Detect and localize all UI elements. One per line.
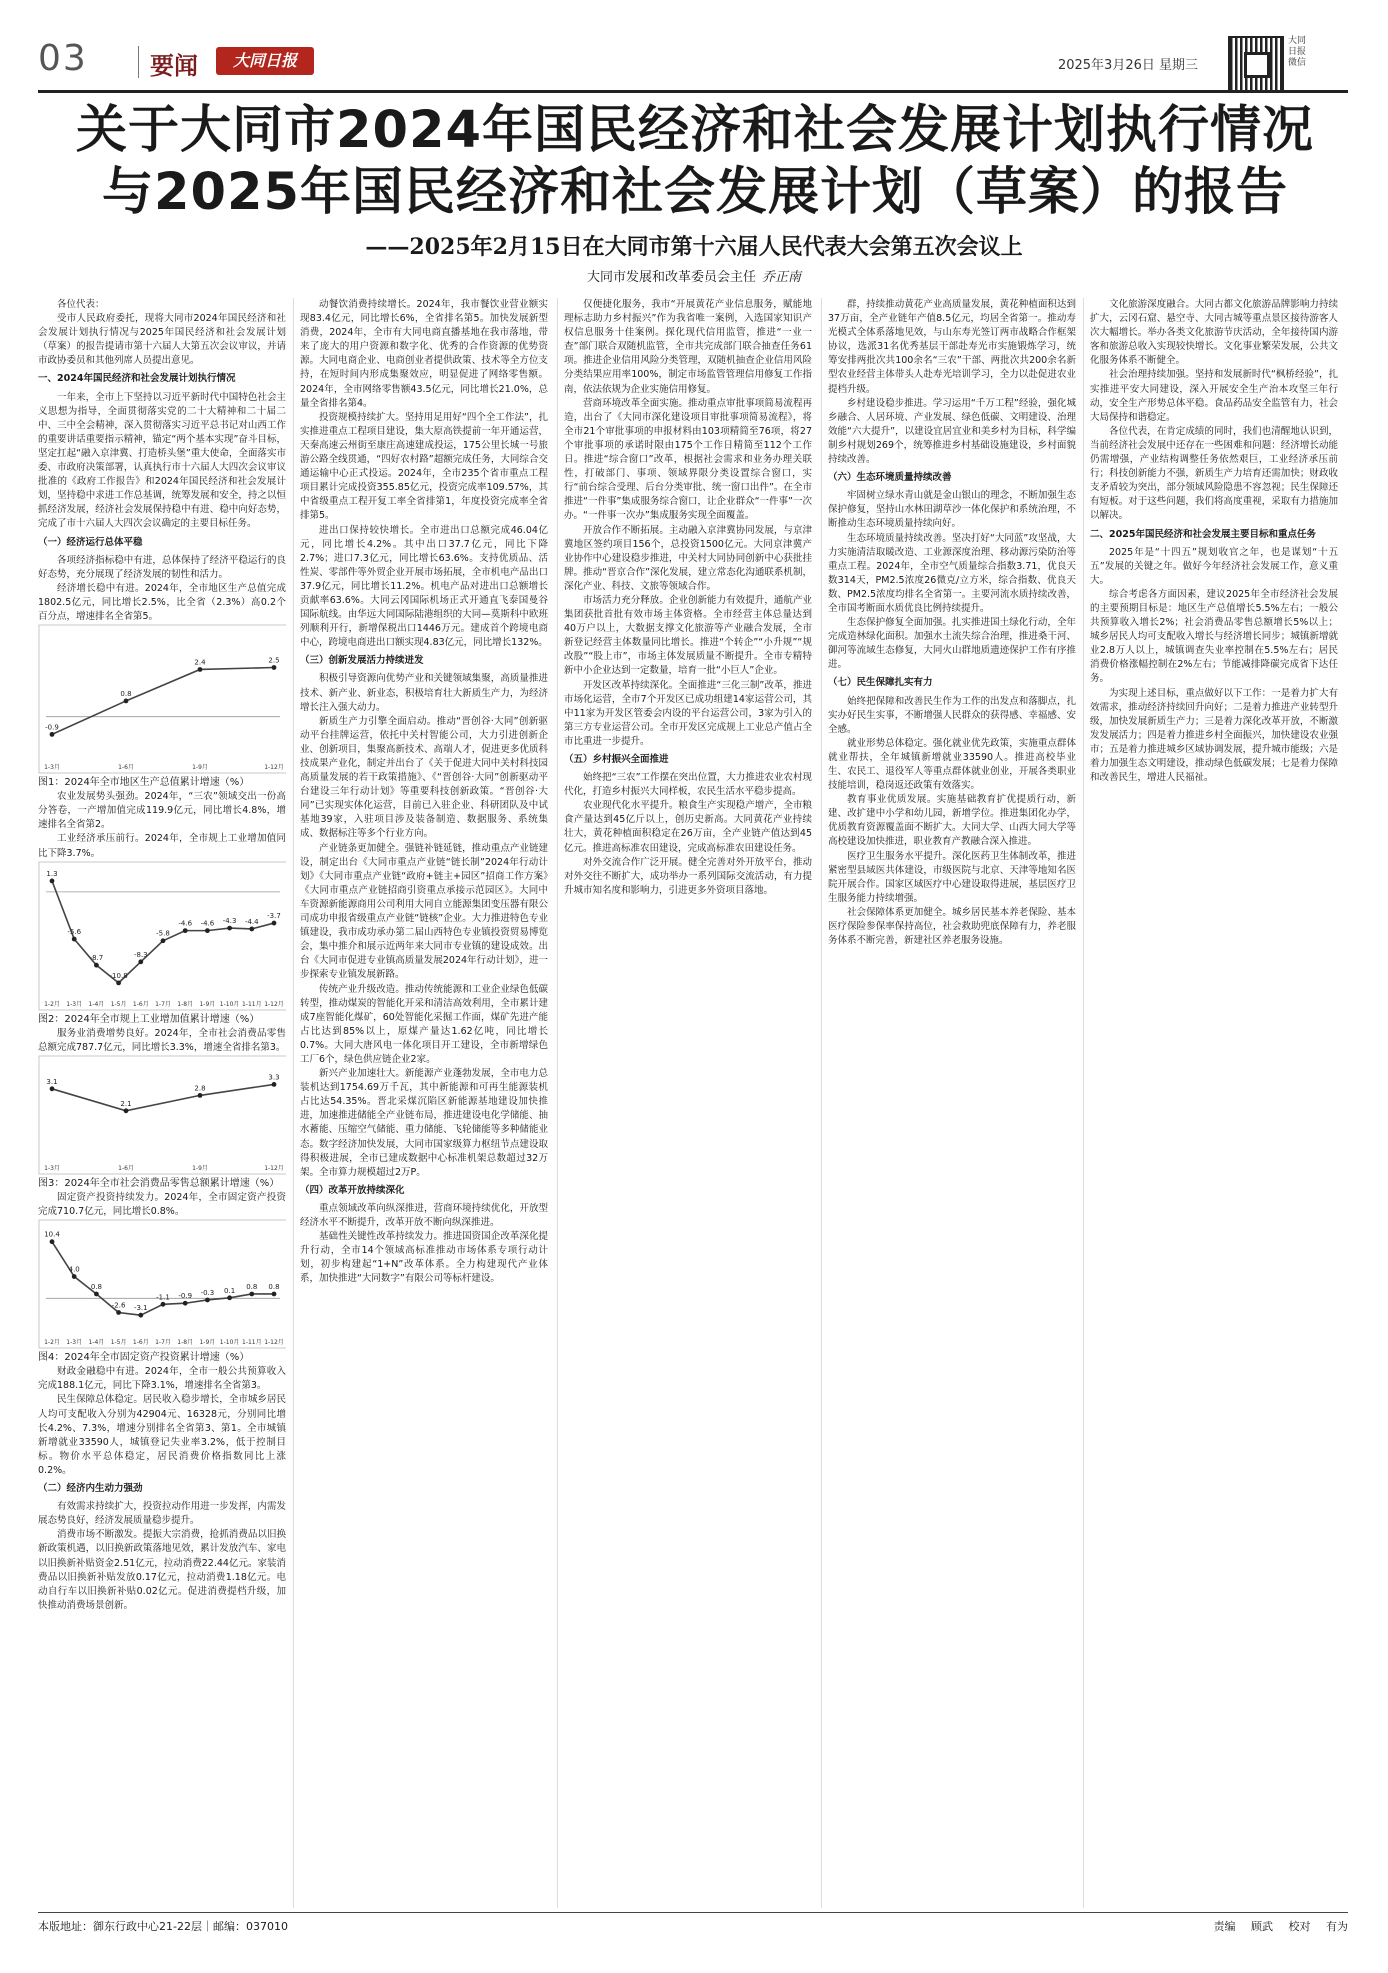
x-tick-label: 1-6月 <box>118 1164 134 1172</box>
x-tick-label: 1-4月 <box>88 1000 105 1008</box>
data-label: -2.6 <box>111 1301 126 1310</box>
data-label: 0.8 <box>268 1283 280 1292</box>
chart-caption: 图4：2024年全市固定资产投资累计增速（%） <box>38 1352 250 1364</box>
x-tick-label: 1-6月 <box>118 764 134 772</box>
data-point <box>249 926 254 931</box>
byline-name: 乔正南 <box>762 270 802 285</box>
data-point <box>249 1292 254 1297</box>
data-point <box>94 962 99 967</box>
section-heading: 二、2025年国民经济和社会发展主要目标和重点任务 <box>1090 528 1316 540</box>
x-tick-label: 1-11月 <box>241 1000 262 1008</box>
paragraph: 牢固树立绿水青山就是金山银山的理念，不断加强生态保护修复，坚持山水林田湖草沙一体化保护和系统治理，不断推动生态环境质量持续向好。 <box>828 490 1076 530</box>
data-point <box>138 1313 143 1318</box>
chart-caption: 图3：2024年全市社会消费品零售总额累计增速（%） <box>38 1177 280 1189</box>
data-label: -4.6 <box>200 919 215 928</box>
subtitle: ——2025年2月15日在大同市第十六届人民代表大会第五次会议上 <box>365 234 1023 260</box>
article-column-2 <box>300 298 548 1908</box>
data-point <box>50 1239 55 1244</box>
data-label: 0.8 <box>120 689 132 698</box>
qr-code-label: 大同日报微信 <box>1288 36 1307 68</box>
chart-retail-growth <box>38 1055 286 1191</box>
data-label: -8.7 <box>89 953 104 962</box>
data-label: 0.8 <box>90 1283 102 1292</box>
data-point <box>272 1082 277 1087</box>
paragraph: 教育事业优质发展。实施基础教育扩优提质行动，新建、改扩建中小学和幼儿园，新增学位。推进集团化办学，优质教育资源覆盖面不断扩大。大同大学、山西大同大学等高校建设加快推进，职业教育产教融合深入推进。 <box>828 794 1076 848</box>
x-tick-label: 1-3月 <box>66 1000 83 1008</box>
paragraph: 传统产业升级改造。推动传统能源和工业企业绿色低碳转型，推动煤炭的智能化开采和清洁高效利用，全市累计建成7座智能化煤矿，60处智能化采掘工作面，煤矿先进产能占比达到85%以上，原煤产量达1.62亿吨，同比增长0.7%。大同大唐风电一体化项目开工建设，全市新增绿色工厂6个，绿色供应链企业2家。 <box>300 983 548 1065</box>
paragraph: 生态环境质量持续改善。坚决打好“大同蓝”攻坚战，大力实施清洁取暖改造、工业源深度治理、移动源污染防治等重点工程。2024年，全市空气质量综合指数3.71，优良天数314天，PM2.5浓度26微克/立方米，综合指数、优良天数、PM2.5浓度均排名全省第一。主要河流水质持续改善，全市国考断面水质优良比例持续提升。 <box>828 532 1076 614</box>
paragraph: 受市人民政府委托，现将大同市2024年国民经济和社会发展计划执行情况与2025年国民经济和社会发展计划（草案）的报告提请市第十六届人大第五次会议审议，并请市政协委员和其他列席人员提出意见。 <box>38 313 286 367</box>
paragraph: 市场活力充分释放。企业创新能力有效提升，通航产业集团获批首批有效市场主体资格。全市经营主体总量达到40万户以上，大数据支撑文化旅游等产业融合发展，全市新登记经营主体数量同比增长。推进“个转企”“小升规”“规改股”“股上市”，市场主体发展质量不断提升。全市专精特新中小企业达到一定数量，培育一批“小巨人”企业。 <box>564 594 812 677</box>
paragraph: 乡村建设稳步推进。学习运用“千万工程”经验，强化城乡融合、人居环境、产业发展、绿色低碳、文明建设、治理效能“六大提升”，以建设宜居宜业和美乡村为目标，科学编制乡村规划269个，统筹推进乡村基础设施建设，乡村面貌持续改善。 <box>828 397 1076 466</box>
headline-line-2: 与2025年国民经济和社会发展计划（草案）的报告 <box>102 163 1288 222</box>
data-label: 0.8 <box>246 1283 258 1292</box>
paragraph: 消费市场不断激发。提振大宗消费，抢抓消费品以旧换新政策机遇，以旧换新政策落地见效，累计发放汽车、家电以旧换新补贴资金2.51亿元，拉动消费22.44亿元。家装消费品以旧换新补贴发放0.17亿元，拉动消费1.18亿元。电动自行车以旧换新补贴0.02亿元。促进消费提档升级，加快推动消费场景创新。 <box>38 1529 286 1611</box>
x-tick-label: 1-5月 <box>110 1000 127 1008</box>
x-tick-label: 1-6月 <box>132 1339 149 1347</box>
proof-name: 有为 <box>1326 1920 1348 1933</box>
paragraph: 进出口保持较快增长。全市进出口总额完成46.04亿元，同比增长4.2%。其中出口37.7亿元，同比下降2.7%；进口7.3亿元，同比增长63.6%。支持优质品、活性炭、零部件等外贸企业开展市场拓展，全市机电产品出口37.9亿元，同比增长11.2%。机电产品对进出口总额增长贡献率63.6%。大同云冈国际机场正式开通直飞泰国曼谷国际航线。由华远大同国际陆港组织的大同—莫斯科中欧班列顺利开行，新增保税出口1446万元。建成首个跨境电商中心，跨境电商进出口额实现4.83亿元，同比增长132%。 <box>300 524 548 649</box>
section-heading: （五）乡村振兴全面推进 <box>564 754 669 765</box>
chart-industrial-growth <box>38 861 286 1027</box>
paragraph: 农业现代化水平提升。粮食生产实现稳产增产，全市粮食产量达到45亿斤以上，创历史新高。大同黄花产业持续壮大，黄花种植面积稳定在26万亩，全产业链产值达到45亿元。推进高标准农田建设，完成高标准农田建设任务。 <box>564 800 812 854</box>
newspaper-logo: 大同日报 <box>216 47 314 75</box>
data-point <box>161 1302 166 1307</box>
proof-label: 校对 <box>1288 1920 1311 1933</box>
data-label: 2.4 <box>194 658 206 667</box>
data-point <box>72 936 77 941</box>
data-point <box>138 959 143 964</box>
data-label: -3.7 <box>267 911 281 920</box>
data-label: 10.4 <box>44 1230 60 1239</box>
chart-caption: 图1：2024年全市地区生产总值累计增速（%） <box>38 777 250 789</box>
data-point <box>272 920 277 925</box>
editor-name: 顾武 <box>1251 1920 1273 1933</box>
data-label: 2.1 <box>120 1099 132 1108</box>
data-point <box>124 699 129 704</box>
data-point <box>205 928 210 933</box>
data-label: -5.6 <box>67 927 82 936</box>
data-point <box>183 1301 188 1306</box>
editor-label: 责编 <box>1213 1920 1236 1933</box>
x-tick-label: 1-4月 <box>88 1339 105 1347</box>
column-divider <box>557 298 558 1908</box>
data-label: -3.1 <box>133 1304 148 1313</box>
x-tick-label: 1-8月 <box>177 1339 194 1347</box>
data-label: -4.4 <box>244 917 259 926</box>
x-tick-label: 1-12月 <box>264 1000 284 1008</box>
data-point <box>72 1274 77 1279</box>
data-label: -10.8 <box>109 971 128 980</box>
data-label: -4.3 <box>222 916 237 925</box>
paragraph: 农业发展势头强劲。2024年，“三农”领域交出一份高分答卷，一产增加值完成119.9亿元，同比增长4.8%，增速排名全省第2。 <box>38 791 286 831</box>
data-point <box>161 938 166 943</box>
data-point <box>124 1108 129 1113</box>
data-label: -5.8 <box>156 929 170 938</box>
paragraph: 社会治理持续加强。坚持和发展新时代“枫桥经验”，扎实推进平安大同建设，深入开展安全生产治本攻坚三年行动，安全生产形势总体平稳。食品药品安全监管有力，社会大局保持和谐稳定。 <box>1090 369 1338 423</box>
masthead-rule <box>38 90 1348 93</box>
x-tick-label: 1-3月 <box>44 764 60 772</box>
series-line <box>52 1084 274 1110</box>
data-label: -0.9 <box>178 1292 193 1301</box>
paragraph: 民生保障总体稳定。居民收入稳步增长，全市城乡居民人均可支配收入分别为42904元、16328元，分别同比增长4.2%、7.3%，增速分别排名全省第3、第1。全市城镇新增就业33590人，城镇登记失业率3.2%，低于控制目标。物价水平总体稳定，居民消费价格指数同比上涨0.2%。 <box>38 1394 286 1476</box>
paragraph: 开发区改革持续深化。全面推进“三化三制”改革，推进市场化运营，全市7个开发区已成功组建14家运营公司，其中11家为开发区管委会内设的平台运营公司，3家为引入的第三方专业运营公司。全市开发区完成规上工业总产值占全市比重进一步提升。 <box>564 679 812 747</box>
data-point <box>50 732 55 737</box>
data-label: -1.1 <box>156 1293 170 1302</box>
paragraph: 文化旅游深度融合。大同古都文化旅游品牌影响力持续扩大，云冈石窟、悬空寺、大同古城等重点景区接待游客人次大幅增长。举办各类文化旅游节庆活动，全年接待国内游客和旅游总收入实现较快增长。文化事业繁荣发展，公共文化服务体系不断健全。 <box>1090 299 1338 367</box>
data-point <box>116 980 121 985</box>
chart-frame <box>39 625 286 773</box>
paragraph: 一年来，全市上下坚持以习近平新时代中国特色社会主义思想为指导，全面贯彻落实党的二十大精神和二十届二中、三中全会精神，深入贯彻落实习近平总书记对山西工作的重要讲话重要指示精神，锚定“两个基本实现”奋斗目标，坚定扛起“融入京津冀、打造桥头堡”重大使命，全面落实市委、市政府决策部署，认真执行市十六届人大四次会议审议批准的《政府工作报告》和2024年国民经济和社会发展计划，坚持稳中求进工作总基调，统筹发展和安全，持之以恒抓经济发展，经济社会发展保持稳中有进、稳中向好态势，完成了市十六届人大四次会议确定的主要目标任务。 <box>38 391 286 530</box>
x-tick-label: 1-9月 <box>192 1164 208 1172</box>
footer-address: 本版地址：御东行政中心21-22层｜邮编：037010 <box>38 1920 288 1933</box>
chart-investment-growth <box>38 1219 286 1365</box>
x-tick-label: 1-9月 <box>199 1339 216 1347</box>
section-heading: （一）经济运行总体平稳 <box>38 536 143 548</box>
paragraph: 群，持续推动黄花产业高质量发展，黄花种植面积达到37万亩，全产业链年产值8.5亿元，均居全省第一。推动寿光模式全体系落地见效，与山东寿光签订两市战略合作框架协议，选派31名优秀基层干部赴寿光市实施锻炼学习，统筹安排两批次共100余名“三农”干部、两批次共200余名新型农业经营主体带头人赴寿光培训学习，全力以赴促进农业提档升级。 <box>828 299 1076 395</box>
paragraph: 新兴产业加速壮大。新能源产业蓬勃发展，全市电力总装机达到1754.69万千瓦，其中新能源和可再生能源装机占比达54.35%。晋北采煤沉陷区新能源基地建设加快推进，加速推进储能全产业链布局，推进建设电化学储能、抽水蓄能、压缩空气储能、重力储能、飞轮储能等多种储能业态。数字经济加快发展，大同市国家级算力枢纽节点建设取得积极进展，全市已建成数据中心标准机架总数超过32万架。全市算力规模超过2万P。 <box>300 1068 548 1178</box>
data-label: 2.8 <box>194 1084 206 1093</box>
article-column-5 <box>1090 298 1338 1908</box>
section-heading: （四）改革开放持续深化 <box>300 1184 405 1196</box>
section-heading: （七）民生保障扎实有力 <box>828 677 933 689</box>
data-point <box>116 1310 121 1315</box>
headline-line-1: 关于大同市2024年国民经济和社会发展计划执行情况 <box>76 101 1314 160</box>
x-tick-label: 1-12月 <box>264 1339 284 1347</box>
paragraph: 社会保障体系更加健全。城乡居民基本养老保险、基本医疗保险参保率保持高位，社会救助兜底保障有力，养老服务体系不断完善，新建社区养老服务设施。 <box>828 906 1076 947</box>
paragraph: 各位代表： <box>57 299 105 310</box>
paragraph: 对外交流合作广泛开展。健全完善对外开放平台，推动对外交往不断扩大，成功举办一系列国际交流活动，有力提升城市知名度和影响力，引进更多外资项目落地。 <box>564 856 812 896</box>
series-line <box>52 668 274 735</box>
paragraph: 各位代表，在肯定成绩的同时，我们也清醒地认识到，当前经济社会发展中还存在一些困难和问题：经济增长动能仍需增强，产业结构调整任务依然艰巨，工业经济承压前行；科技创新能力不强，新质生产力培育还需加快；财政收支矛盾较为突出，部分领域风险隐患不容忽视；民生保障还有短板。对于这些问题，我们将高度重视，采取有力措施加以解决。 <box>1090 425 1338 522</box>
article-column-3 <box>564 298 812 1908</box>
x-tick-label: 1-7月 <box>155 1000 171 1008</box>
x-tick-label: 1-2月 <box>44 1000 60 1008</box>
paragraph: 产业链条更加健全。强链补链延链，推动重点产业链建设，制定出台《大同市重点产业链“链长制”2024年行动计划》《大同市重点产业链“政府+链主+园区”招商工作方案》《大同市重点产业链招商引资重点承接示范园区》。大同中车资源新能源商用公司利用大同自立能源集团变压器有限公司成功申报省级重点产业链“链核”企业。大力推进特色专业镇建设，我市成功承办第二届山西特色专业镇投资贸易博览会，集中推介和展示近两年来大同市专业镇的建设成效。出台《大同市促进专业镇高质量发展2024年行动计划》，进一步探索专业镇发展新路。 <box>300 842 548 981</box>
paragraph: 财政金融稳中有进。2024年，全市一般公共预算收入完成188.1亿元，同比下降3.1%，增速排名全省第3。 <box>38 1366 286 1392</box>
data-label: -0.3 <box>200 1289 215 1298</box>
x-tick-label: 1-5月 <box>110 1339 127 1347</box>
x-tick-label: 1-9月 <box>192 764 208 772</box>
page-number: 03 <box>38 38 88 79</box>
paragraph: 服务业消费增势良好。2024年，全市社会消费品零售总额完成787.7亿元，同比增长3.3%，增速全省排名第3。 <box>38 1027 286 1053</box>
paragraph: 仅便捷化服务，我市“开展黄花产业信息服务，赋能地理标志助力乡村振兴”作为我省唯一案例，入选国家知识产权信息服务十佳案例。探化现代信用监管，推进“一业一查”部门联合双随机监管，全市共完成部门联合抽查任务61项。推进企业信用风险分类管理，双随机抽查企业信用风险分类结果应用率100%，制定市场监管管理信用修复工作指南，依法依规为企业实施信用修复。 <box>564 299 812 395</box>
x-tick-label: 1-10月 <box>219 1339 240 1347</box>
data-label: 1.3 <box>46 869 58 878</box>
article-column-4 <box>828 298 1076 1908</box>
masthead <box>38 36 1348 94</box>
data-label: 0.1 <box>224 1286 236 1295</box>
paragraph: 开放合作不断拓展。主动融入京津冀协同发展，与京津冀地区签约项目156个，总投资1500亿元。大同京津冀产业协作中心建设稳步推进，中关村大同协同创新中心获批挂牌。推动“晋京合作”深化发展，建立常态化沟通联系机制，深化产业、科技、文旅等领域合作。 <box>564 524 812 592</box>
byline <box>0 266 1388 285</box>
section-heading: （三）创新发展活力持续迸发 <box>300 655 424 667</box>
section-heading: 一、2024年国民经济和社会发展计划执行情况 <box>38 373 236 385</box>
paragraph: 始终把“三农”工作摆在突出位置，大力推进农业农村现代化，打造乡村振兴大同样板，农民生活水平稳步提高。 <box>564 772 812 798</box>
paragraph: 新质生产力引擎全面启动。推动“晋创谷·大同”创新驱动平台挂牌运营，依托中关村智能公司，大力引进创新企业、创新项目，集聚高新技术、高端人才，促进更多优质科技成果产业化，制定并出台了《关于促进大同中关村科技园高质量发展的若干政策措施》、《“晋创谷·大同”创新驱动平台建设三年行动计划》等重要科技创新政策。“晋创谷·大同”已实现实体化运营，目前已入驻企业、科研团队及中试基地39家，入驻项目涉及装备制造、数据服务、系统集成、数据标注等多个行业方向。 <box>300 715 548 840</box>
data-point <box>50 1086 55 1091</box>
x-tick-label: 1-7月 <box>155 1339 171 1347</box>
paragraph: 为实现上述目标，重点做好以下工作：一是着力扩大有效需求，推动经济持续回升向好；二是着力推进产业转型升级，加快发展新质生产力；三是着力深化改革开放，不断激发发展活力；四是着力推进乡村全面振兴，加快建设农业强市；五是着力推进城乡区域协调发展，提升城市能级；六是着力加强生态文明建设，推动绿色低碳发展；七是着力保障和改善民生，增进人民福祉。 <box>1090 687 1338 784</box>
paragraph: 始终把保障和改善民生作为工作的出发点和落脚点，扎实办好民生实事，不断增强人民群众的获得感、幸福感、安全感。 <box>828 695 1076 735</box>
qr-code-icon <box>1228 36 1284 92</box>
data-label: -0.9 <box>45 723 59 732</box>
data-label: 4.0 <box>68 1265 80 1274</box>
paragraph: 工业经济承压前行。2024年，全市规上工业增加值同比下降3.7%。 <box>38 833 286 859</box>
paragraph: 医疗卫生服务水平提升。深化医药卫生体制改革，推进紧密型县域医共体建设，市级医院与北京、天津等地知名医院开展合作。国家区域医疗中心建设取得进展，基层医疗卫生服务能力持续增强。 <box>828 850 1076 904</box>
footer-credits <box>1202 1918 1349 1934</box>
paragraph: 营商环境改革全面实施。推动重点审批事项简易流程再造，出台了《大同市深化建设项目审批事项简易流程》，将全市21个审批事项的申报材料由103项精简至76项，将27个审批事项的承诺时限由175个工作日精简至112个工作日。推进“综合窗口”改革，根据社会需求和业务办理关联性，打破部门、事项、领域界限分类设置综合窗口，实行“前台综合受理、后台分类审批、统一窗口出件”。在全市推进“一件事”集成服务综合窗口，让企业群众“一件事”一次办。“一件事一次办”集成服务实现全面覆盖。 <box>564 397 812 522</box>
section-heading: （二）经济内生动力强劲 <box>38 1483 143 1495</box>
data-point <box>227 925 232 930</box>
x-tick-label: 1-12月 <box>264 1164 284 1172</box>
footer-rule <box>38 1912 1348 1913</box>
x-tick-label: 1-8月 <box>177 1000 194 1008</box>
data-point <box>198 1093 203 1098</box>
data-label: -8.3 <box>133 950 148 959</box>
section-heading: （六）生态环境质量持续改善 <box>828 472 952 484</box>
paragraph: 生态保护修复全面加强。扎实推进国土绿化行动，全年完成造林绿化面积。加强水土流失综合治理，推进桑干河、御河等流域生态修复，大同火山群地质遗迹保护工作有序推进。 <box>828 617 1076 671</box>
data-point <box>94 1292 99 1297</box>
paragraph: 基础性关键性改革持续发力。推进国资国企改革深化提升行动，全市14个领域高标准推动市场体系专项行动计划，初步构建起“1+N”改革体系。全力构建现代产业体系，加快推进“大同数字”有限公司等标杆建设。 <box>300 1231 548 1285</box>
data-label: 3.1 <box>46 1077 58 1086</box>
column-divider <box>293 298 294 1908</box>
data-point <box>50 878 55 883</box>
x-tick-label: 1-12月 <box>264 764 284 772</box>
column-divider <box>1083 298 1084 1908</box>
paragraph: 有效需求持续扩大，投资拉动作用进一步发挥，内需发展态势良好，经济发展质量稳步提升。 <box>38 1501 286 1527</box>
paragraph: 就业形势总体稳定。强化就业优先政策，实施重点群体就业帮扶，全年城镇新增就业33590人。推进高校毕业生、农民工、退役军人等重点群体就业创业，开展各类职业技能培训，稳岗返还政策有效落实。 <box>828 737 1076 792</box>
data-label: 2.5 <box>268 656 280 665</box>
paragraph: 积极引导资源向优势产业和关键领域集聚，高质量推进技术、新产业、新业态，积极培育壮大新质生产力，为经济增长注入强大动力。 <box>300 673 548 713</box>
issue-date: 2025年3月26日 星期三 <box>1057 58 1198 73</box>
data-label: -4.6 <box>178 919 193 928</box>
paragraph: 综合考虑各方面因素，建议2025年全市经济社会发展的主要预期目标是：地区生产总值增长5.5%左右；一般公共预算收入增长2%；社会消费品零售总额增长5%以上；城乡居民人均可支配收入增长与经济增长同步；城镇新增就业2.8万人以上，城镇调查失业率控制在5.5%左右；居民消费价格涨幅控制在2%左右；节能减排降碳完成省下达任务。 <box>1090 588 1338 685</box>
x-tick-label: 1-10月 <box>219 1000 240 1008</box>
byline-org: 大同市发展和改革委员会主任 <box>586 270 756 285</box>
data-label: 3.3 <box>268 1073 280 1082</box>
chart-gdp-growth <box>38 624 286 790</box>
chart-caption: 图2：2024年全市规上工业增加值累计增速（%） <box>38 1013 260 1025</box>
column-divider <box>821 298 822 1908</box>
article-column-1 <box>38 298 286 1908</box>
x-tick-label: 1-11月 <box>241 1339 262 1347</box>
headline <box>30 100 1360 224</box>
x-tick-label: 1-3月 <box>66 1339 83 1347</box>
paragraph: 动餐饮消费持续增长。2024年，我市餐饮业营业额实现83.4亿元，同比增长6%，全省排名第5。加快发展新型消费，2024年，全市有大同电商直播基地在我市落地，带来了庞大的用户资源和数字化、优秀的合作资源的优势资源。大同电商企业、电商创业者提供政策、技术等全方位支持，在短时间内形成集聚效应，明显促进了网络零售额。2024年，全市网络零售额43.5亿元，同比增长21.0%，总量全省排名第4。 <box>300 299 548 409</box>
section-label: 要闻 <box>150 52 198 80</box>
paragraph: 各项经济指标稳中有进，总体保持了经济平稳运行的良好态势，充分展现了经济发展的韧性和活力。 <box>38 554 286 580</box>
data-point <box>205 1298 210 1303</box>
data-point <box>272 1292 277 1297</box>
data-point <box>272 665 277 670</box>
masthead-divider <box>138 46 139 78</box>
paragraph: 2025年是“十四五”规划收官之年，也是谋划“十五五”发展的关键之年。做好今年经济社会发展工作，意义重大。 <box>1090 546 1338 586</box>
chart-frame <box>39 1056 286 1174</box>
paragraph: 固定资产投资持续发力。2024年，全市固定资产投资完成710.7亿元，同比增长0.8%。 <box>38 1192 286 1218</box>
data-point <box>198 667 203 672</box>
data-point <box>183 928 188 933</box>
x-tick-label: 1-3月 <box>44 1164 60 1172</box>
x-tick-label: 1-9月 <box>199 1000 216 1008</box>
paragraph: 重点领域改革向纵深推进，营商环境持续优化，开放型经济水平不断提升，改革开放不断向纵深推进。 <box>300 1202 548 1228</box>
data-point <box>227 1296 232 1301</box>
x-tick-label: 1-2月 <box>44 1339 60 1347</box>
paragraph: 投资规模持续扩大。坚持用足用好“四个全工作法”，扎实推进重点工程项目建设，集大原高铁提前一年开通运营，天秦高速云州街至康庄高速建成投运，175公里长城一号旅游公路全线贯通，“四好农村路”超额完成任务，大同综合交通运输中心正式投运。2024年，全市235个省市重点工程项目累计完成投资355.85亿元，投资完成率109.57%，其中省级重点工程开复工率全省排第1，年度投资完成率全省排第5。 <box>300 411 548 522</box>
x-tick-label: 1-6月 <box>132 1000 149 1008</box>
paragraph: 经济增长稳中有进。2024年，全市地区生产总值完成1802.5亿元，同比增长2.5%，比全省（2.3%）高0.2个百分点，增速排名全省第5。 <box>38 582 286 622</box>
